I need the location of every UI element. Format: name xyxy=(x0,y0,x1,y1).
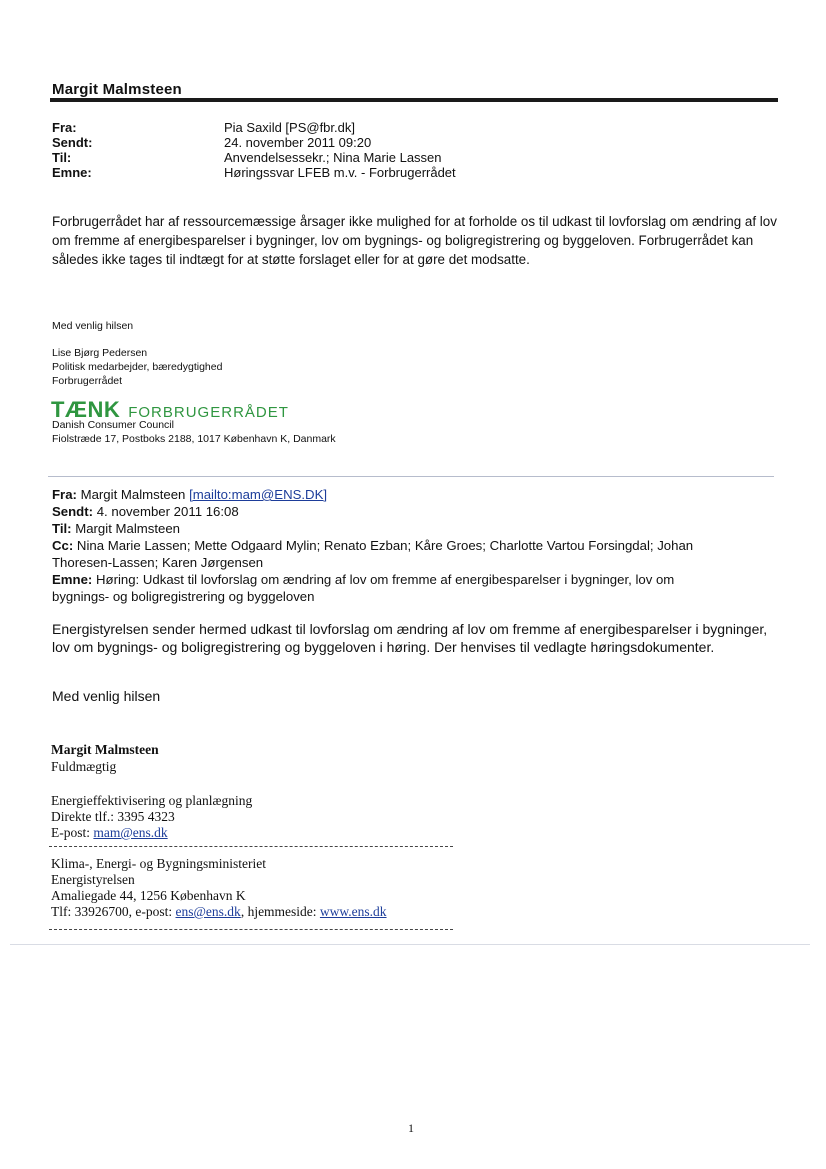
subject-value-line1: Høring: Udkast til lovforslag om ændring af lov om fremme af energibesparelser i bygninger, lov om xyxy=(95,572,675,587)
signature-title: Politisk medarbejder, bæredygtighed xyxy=(52,361,223,373)
from-name: Margit Malmsteen xyxy=(80,487,186,502)
page-number: 1 xyxy=(408,1121,414,1135)
footer-rule xyxy=(10,944,810,945)
from-label: Fra: xyxy=(52,120,77,135)
email1-signature xyxy=(52,346,222,388)
email-divider xyxy=(48,476,774,477)
logo-wordmark: TÆNK xyxy=(51,397,121,422)
sent-label: Sendt: xyxy=(52,504,94,519)
signature-org: Forbrugerrådet xyxy=(52,375,123,387)
cc-value-line1: Nina Marie Lassen; Mette Odgaard Mylin; Renato Ezban; Kåre Groes; Charlotte Vartou Forsingdal; Johan xyxy=(76,538,694,553)
email2-subject-row xyxy=(52,571,674,588)
to-label: Til: xyxy=(52,521,72,536)
subject-label: Emne: xyxy=(52,572,93,587)
subject-label: Emne: xyxy=(52,165,92,180)
header-rule xyxy=(50,98,778,102)
signature-name: Margit Malmsteen xyxy=(51,742,159,757)
signature-title: Fuldmægtig xyxy=(51,759,117,774)
sent-label: Sendt: xyxy=(52,135,93,150)
sent-value: 4. november 2011 16:08 xyxy=(96,504,239,519)
email2-cc-row xyxy=(52,537,693,554)
from-value: Pia Saxild [PS@fbr.dk] xyxy=(224,120,355,135)
email1-body: Forbrugerrådet har af ressourcemæssige årsager ikke mulighed for at forholde os til udkast til lovforslag om ændring af lov om fremme af energibesparelser i bygninger, lov om bygnings- og boligregistrering og byggeloven. Forbrugerrådet kan således ikke tages til indtægt for at støtte forslaget eller for at gøre det modsatte. xyxy=(52,214,777,267)
signature-contact-row xyxy=(51,904,387,920)
from-mailto-link[interactable]: [mailto:mam@ENS.DK] xyxy=(189,487,328,502)
email2-sent-row xyxy=(52,503,239,520)
signature-ministry: Klima-, Energi- og Bygningsministeriet xyxy=(51,856,266,871)
signature-agency: Energistyrelsen xyxy=(51,872,135,887)
email-label: E-post: xyxy=(51,825,94,840)
website-link[interactable]: www.ens.dk xyxy=(319,904,387,919)
signature-name: Lise Bjørg Pedersen xyxy=(52,347,148,359)
signature-email-row xyxy=(51,825,168,841)
logo-subtitle-part1: FORBRUGER xyxy=(128,404,234,421)
email2-body: Energistyrelsen sender hermed udkast til lovforslag om ændring af lov om fremme af energibesparelser i bygninger, lov om bygnings- og boligregistrering og byggeloven i høring. Der henvises til vedlagte høringsdokumenter. xyxy=(52,621,768,655)
dashed-separator xyxy=(49,846,453,847)
email2-from-row xyxy=(52,486,327,503)
dashed-separator xyxy=(49,929,453,930)
sent-value: 24. november 2011 09:20 xyxy=(224,135,372,150)
agency-email-link[interactable]: ens@ens.dk xyxy=(175,904,241,919)
document-owner-name: Margit Malmsteen xyxy=(52,81,182,98)
signature-department: Energieffektivisering og planlægning xyxy=(51,793,253,808)
cc-label: Cc: xyxy=(52,538,74,553)
subject-value-line2: bygnings- og boligregistrering og byggeloven xyxy=(52,589,315,604)
from-label: Fra: xyxy=(52,487,77,502)
subject-value: Høringssvar LFEB m.v. - Forbrugerrådet xyxy=(224,165,456,180)
org-address: Fiolstræde 17, Postboks 2188, 1017 København K, Danmark xyxy=(52,433,336,445)
email1-greeting: Med venlig hilsen xyxy=(52,320,134,332)
cc-value-line2: Thoresen-Lassen; Karen Jørgensen xyxy=(52,555,264,570)
web-prefix: , hjemmeside: xyxy=(240,904,320,919)
email2-cc-row-cont xyxy=(52,554,263,571)
contact-prefix: Tlf: 33926700, e-post: xyxy=(51,904,176,919)
to-value: Anvendelsessekr.; Nina Marie Lassen xyxy=(224,150,442,165)
signature-phone: Direkte tlf.: 3395 4323 xyxy=(51,809,175,824)
email2-to-row xyxy=(52,520,180,537)
signature-street: Amaliegade 44, 1256 København K xyxy=(51,888,246,903)
logo-subtitle-part2: RÅDET xyxy=(233,404,289,421)
email-link[interactable]: mam@ens.dk xyxy=(93,825,168,840)
to-value: Margit Malmsteen xyxy=(75,521,181,536)
email2-greeting: Med venlig hilsen xyxy=(52,688,161,704)
org-english-name: Danish Consumer Council xyxy=(52,419,174,431)
to-label: Til: xyxy=(52,150,72,165)
email2-subject-row-cont xyxy=(52,588,314,605)
